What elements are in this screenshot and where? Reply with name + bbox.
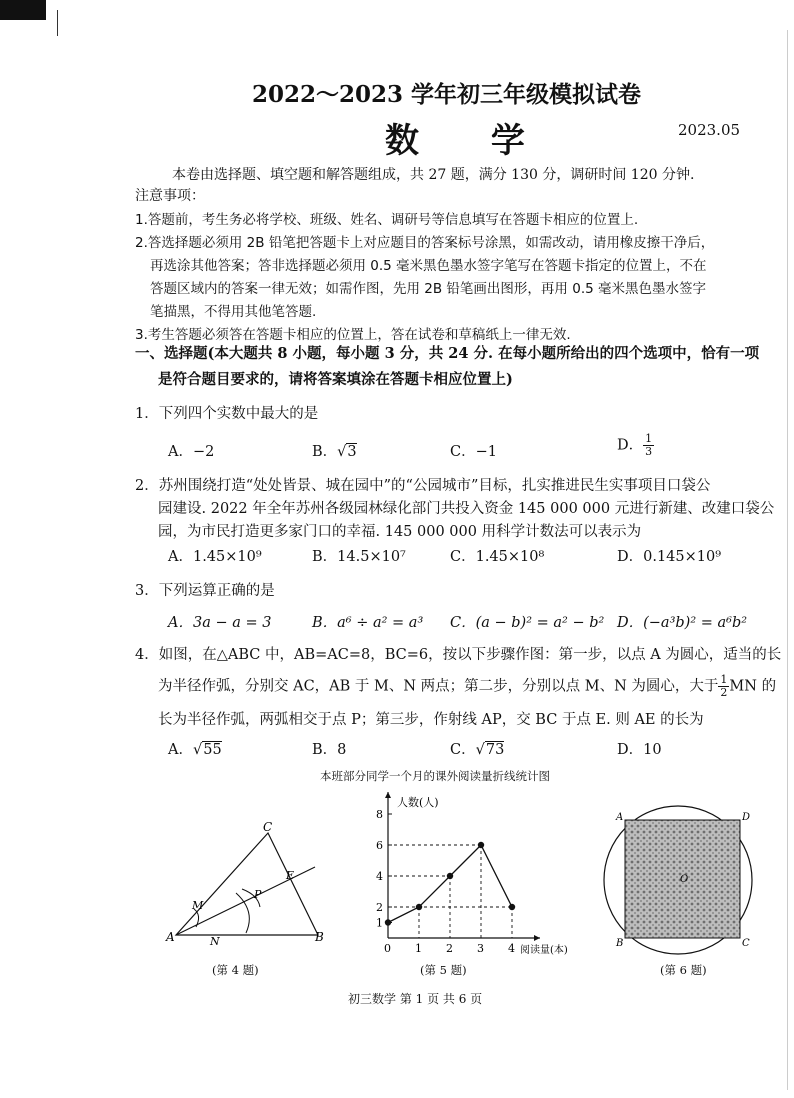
figure-5-caption: (第 5 题): [420, 963, 467, 977]
label-c: C: [263, 820, 273, 834]
q3-option-c: C．(a − b)² = a² − b²: [450, 615, 605, 631]
notice-item: 再选涂其他答案；答非选择题必须用 0.5 毫米黑色墨水签字笔写在答题卡指定的位置上，不在: [150, 258, 707, 274]
question-4-line: 长为半径作弧，两弧相交于点 P；第三步，作射线 AP，交 BC 于点 E. 则 AE 的长为: [158, 712, 704, 728]
q2-option-a: A．1.45×10⁹: [168, 549, 262, 565]
q2-option-c: C．1.45×10⁸: [450, 549, 545, 565]
figure-4-caption: (第 4 题): [212, 963, 259, 977]
x-tick-label: 0: [384, 942, 391, 955]
figure-4: [160, 815, 330, 955]
data-point: [385, 919, 391, 925]
question-2-line: 2．苏州围绕打造“处处皆景、城在园中”的“公园城市”目标，扎实推进民生实事项目口袋公: [135, 478, 711, 494]
label-d: D: [742, 812, 751, 823]
page-footer: 初三数学 第 1 页 共 6 页: [348, 992, 483, 1006]
q1-option-b: B．√3: [312, 444, 357, 460]
arc-p1: [236, 893, 249, 933]
x-tick-label: 4: [508, 942, 515, 955]
q3-option-d: D．(−a³b)² = a⁶b²: [617, 615, 748, 631]
label-b: B: [616, 938, 624, 949]
y-tick-label: 4: [376, 870, 383, 883]
y-tick-label: 2: [376, 901, 383, 914]
intro-text: 本卷由选择题、填空题和解答题组成，共 27 题，满分 130 分，调研时间 120 分钟.: [172, 167, 695, 183]
notice-item: 笔描黑，不得用其他笔答题.: [150, 304, 317, 320]
y-tick-label: 1: [376, 916, 383, 930]
q2-option-d: D．0.145×10⁹: [617, 549, 722, 565]
scan-edge: [57, 10, 58, 36]
q1-option-d: D． $\frac{1}{3}$: [617, 432, 653, 458]
section-heading: 一、选择题(本大题共 8 小题，每小题 3 分，共 24 分. 在每小题所给出的四个选项中，恰有一项: [135, 345, 760, 362]
data-point: [416, 904, 422, 910]
question-4-line: 4．如图，在△ABC 中，AB=AC=8，BC=6，按以下步骤作图：第一步，以点 A 为圆心，适当的长: [135, 647, 782, 663]
exam-date: 2023.05: [678, 121, 741, 139]
data-point: [478, 842, 484, 848]
x-axis-arrow: [534, 935, 540, 941]
data-point: [509, 904, 515, 910]
section-heading-cont: 是符合题目要求的，请将答案填涂在答题卡相应位置上): [158, 371, 513, 388]
q1-option-a: A．−2: [168, 444, 215, 460]
chart-title: 本班部分同学一个月的课外阅读量折线统计图: [320, 769, 550, 783]
figure-5-chart: [370, 788, 600, 966]
x-tick-label: 1: [415, 942, 422, 955]
figure-6-caption: (第 6 题): [660, 963, 707, 977]
question-2-line: 园建设. 2022 年全年苏州各级园林绿化部门共投入资金 145 000 000 元进行新建、改建口袋公: [158, 501, 775, 517]
notice-item: 1.答题前，考生务必将学校、班级、姓名、调研号等信息填写在答题卡相应的位置上.: [135, 212, 639, 228]
question-4-line: 为半径作弧，分别交 AC，AB 于 M、N 两点；第二步，分别以点 M、N 为圆心，大于 $\frac{1}{2}$ MN 的: [158, 673, 777, 699]
chart-ylabel: 人数(人): [397, 796, 439, 809]
q3-option-b: B．a⁶ ÷ a² = a³: [312, 615, 424, 631]
subject-title: 数 学: [385, 121, 555, 161]
label-a: A: [166, 930, 175, 944]
question-2-line: 园，为市民打造更多家门口的幸福. 145 000 000 用科学计数法可以表示为: [158, 524, 642, 540]
question-3-stem: 3．下列运算正确的是: [135, 583, 275, 599]
x-tick-label: 2: [446, 942, 453, 955]
chart-xlabel: 阅读量(本): [520, 945, 568, 956]
notice-item: 3.考生答题必须答在答题卡相应的位置上，答在试卷和草稿纸上一律无效.: [135, 327, 571, 343]
q2-option-b: B．14.5×10⁷: [312, 549, 406, 565]
x-tick-label: 3: [477, 942, 484, 955]
y-tick-label: 8: [376, 808, 383, 821]
notice-item: 2.答选择题必须用 2B 铅笔把答题卡上对应题目的答案标号涂黑，如需改动，请用橡皮擦干净后，: [135, 235, 715, 251]
y-axis-arrow: [385, 792, 391, 798]
label-b: B: [315, 930, 324, 944]
label-p: P: [254, 888, 262, 901]
q4-option-c: C．√73: [450, 742, 505, 758]
label-e: E: [286, 869, 295, 882]
notice-heading: 注意事项：: [135, 188, 205, 204]
notice-item: 答题区域内的答案一律无效；如需作图，先用 2B 铅笔画出图形，再用 0.5 毫米黑色墨水签字: [150, 281, 706, 297]
scan-mark: [0, 0, 46, 20]
q3-option-a: A．3a − a = 3: [168, 615, 272, 631]
question-1-stem: 1．下列四个实数中最大的是: [135, 406, 319, 422]
label-m: M: [192, 899, 204, 912]
label-o: O: [680, 874, 689, 885]
page-title: 2022～2023 学年初三年级模拟试卷: [252, 81, 642, 108]
data-point: [447, 873, 453, 879]
scan-border: [787, 30, 788, 1090]
label-n: N: [210, 935, 220, 948]
figure-6: [600, 800, 760, 960]
q4-option-a: A．√55: [168, 742, 222, 758]
label-a: A: [616, 812, 624, 823]
y-tick-label: 6: [376, 839, 383, 852]
q1-option-c: C．−1: [450, 444, 497, 460]
triangle-abc: [176, 833, 318, 935]
q4-option-d: D．10: [617, 742, 662, 758]
q4-option-b: B．8: [312, 742, 347, 758]
label-c: C: [742, 938, 750, 949]
